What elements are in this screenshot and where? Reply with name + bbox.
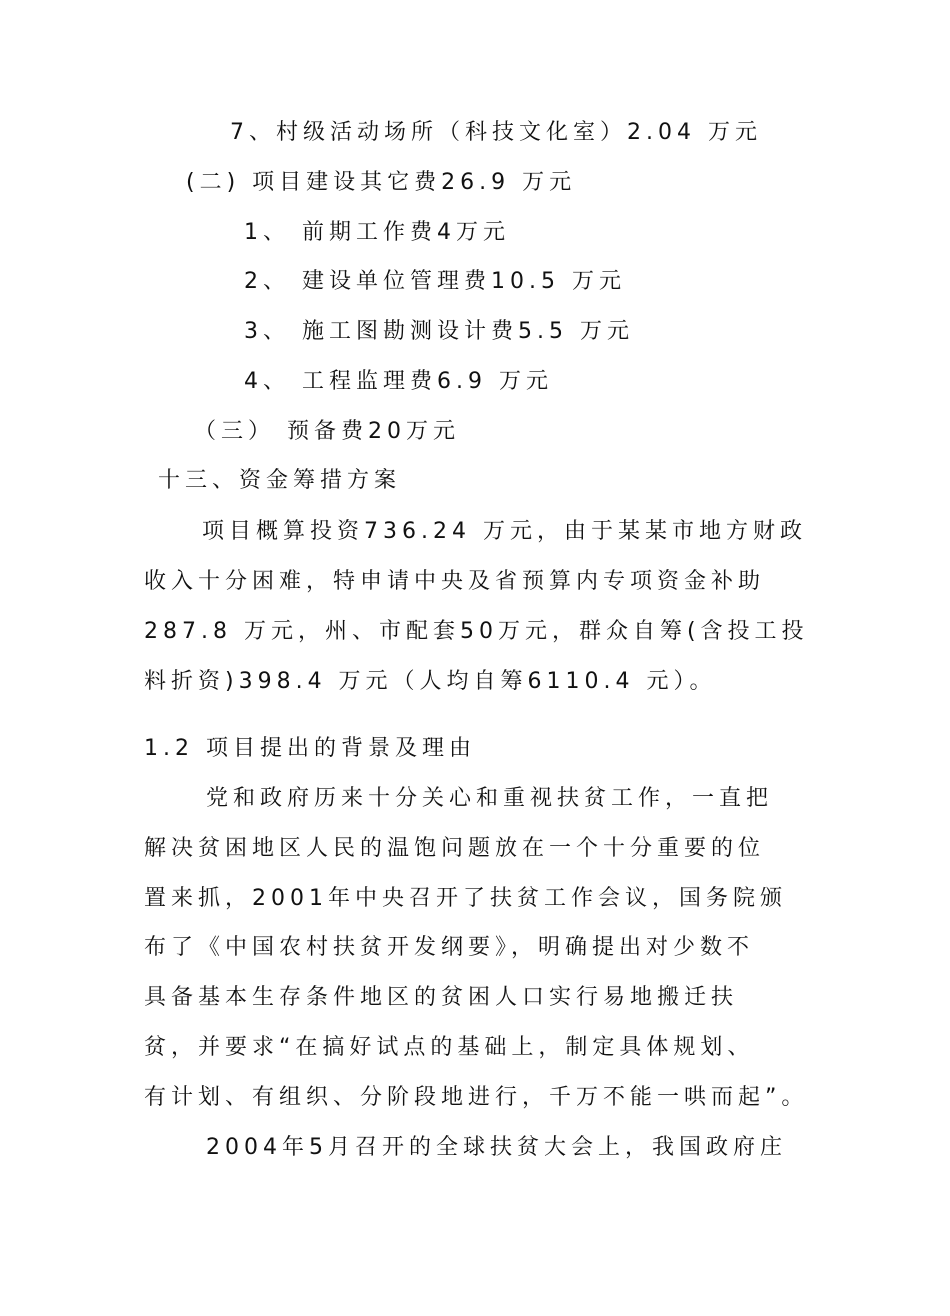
budget-subitem-4: 4、 工程监理费6.9 万元 xyxy=(244,369,553,394)
background-paragraph-line: 有计划、有组织、分阶段地进行，千万不能一哄而起”。 xyxy=(144,1085,809,1110)
section-2-title: (二) 项目建设其它费26.9 万元 xyxy=(186,170,577,195)
background-paragraph-line: 2004年5月召开的全球扶贫大会上，我国政府庄 xyxy=(206,1135,787,1160)
budget-subitem-1: 1、 前期工作费4万元 xyxy=(244,220,510,245)
background-heading: 1.2 项目提出的背景及理由 xyxy=(144,736,476,761)
budget-item-7: 7、村级活动场所（科技文化室）2.04 万元 xyxy=(230,120,762,145)
budget-subitem-2: 2、 建设单位管理费10.5 万元 xyxy=(244,269,626,294)
background-paragraph-line: 布了《中国农村扶贫开发纲要》，明确提出对少数不 xyxy=(144,935,755,960)
funding-paragraph-line: 项目概算投资736.24 万元，由于某某市地方财政 xyxy=(202,519,807,544)
funding-paragraph-line: 287.8 万元，州、市配套50万元，群众自筹(含投工投 xyxy=(144,619,809,644)
background-paragraph-line: 党和政府历来十分关心和重视扶贫工作，一直把 xyxy=(206,786,774,811)
funding-heading: 十三、资金筹措方案 xyxy=(158,468,402,493)
budget-subitem-3: 3、 施工图勘测设计费5.5 万元 xyxy=(244,319,634,344)
background-paragraph-line: 置来抓，2001年中央召开了扶贫工作会议，国务院颁 xyxy=(144,886,787,911)
funding-paragraph-line: 收入十分困难，特申请中央及省预算内专项资金补助 xyxy=(144,569,766,594)
background-paragraph-line: 解决贫困地区人民的温饱问题放在一个十分重要的位 xyxy=(144,836,766,861)
background-paragraph-line: 贫，并要求“在搞好试点的基础上，制定具体规划、 xyxy=(144,1035,755,1060)
funding-paragraph-line: 料折资)398.4 万元（人均自筹6110.4 元）。 xyxy=(144,669,717,694)
section-3-title: （三） 预备费20万元 xyxy=(194,419,460,444)
background-paragraph-line: 具备基本生存条件地区的贫困人口实行易地搬迁扶 xyxy=(144,985,739,1010)
